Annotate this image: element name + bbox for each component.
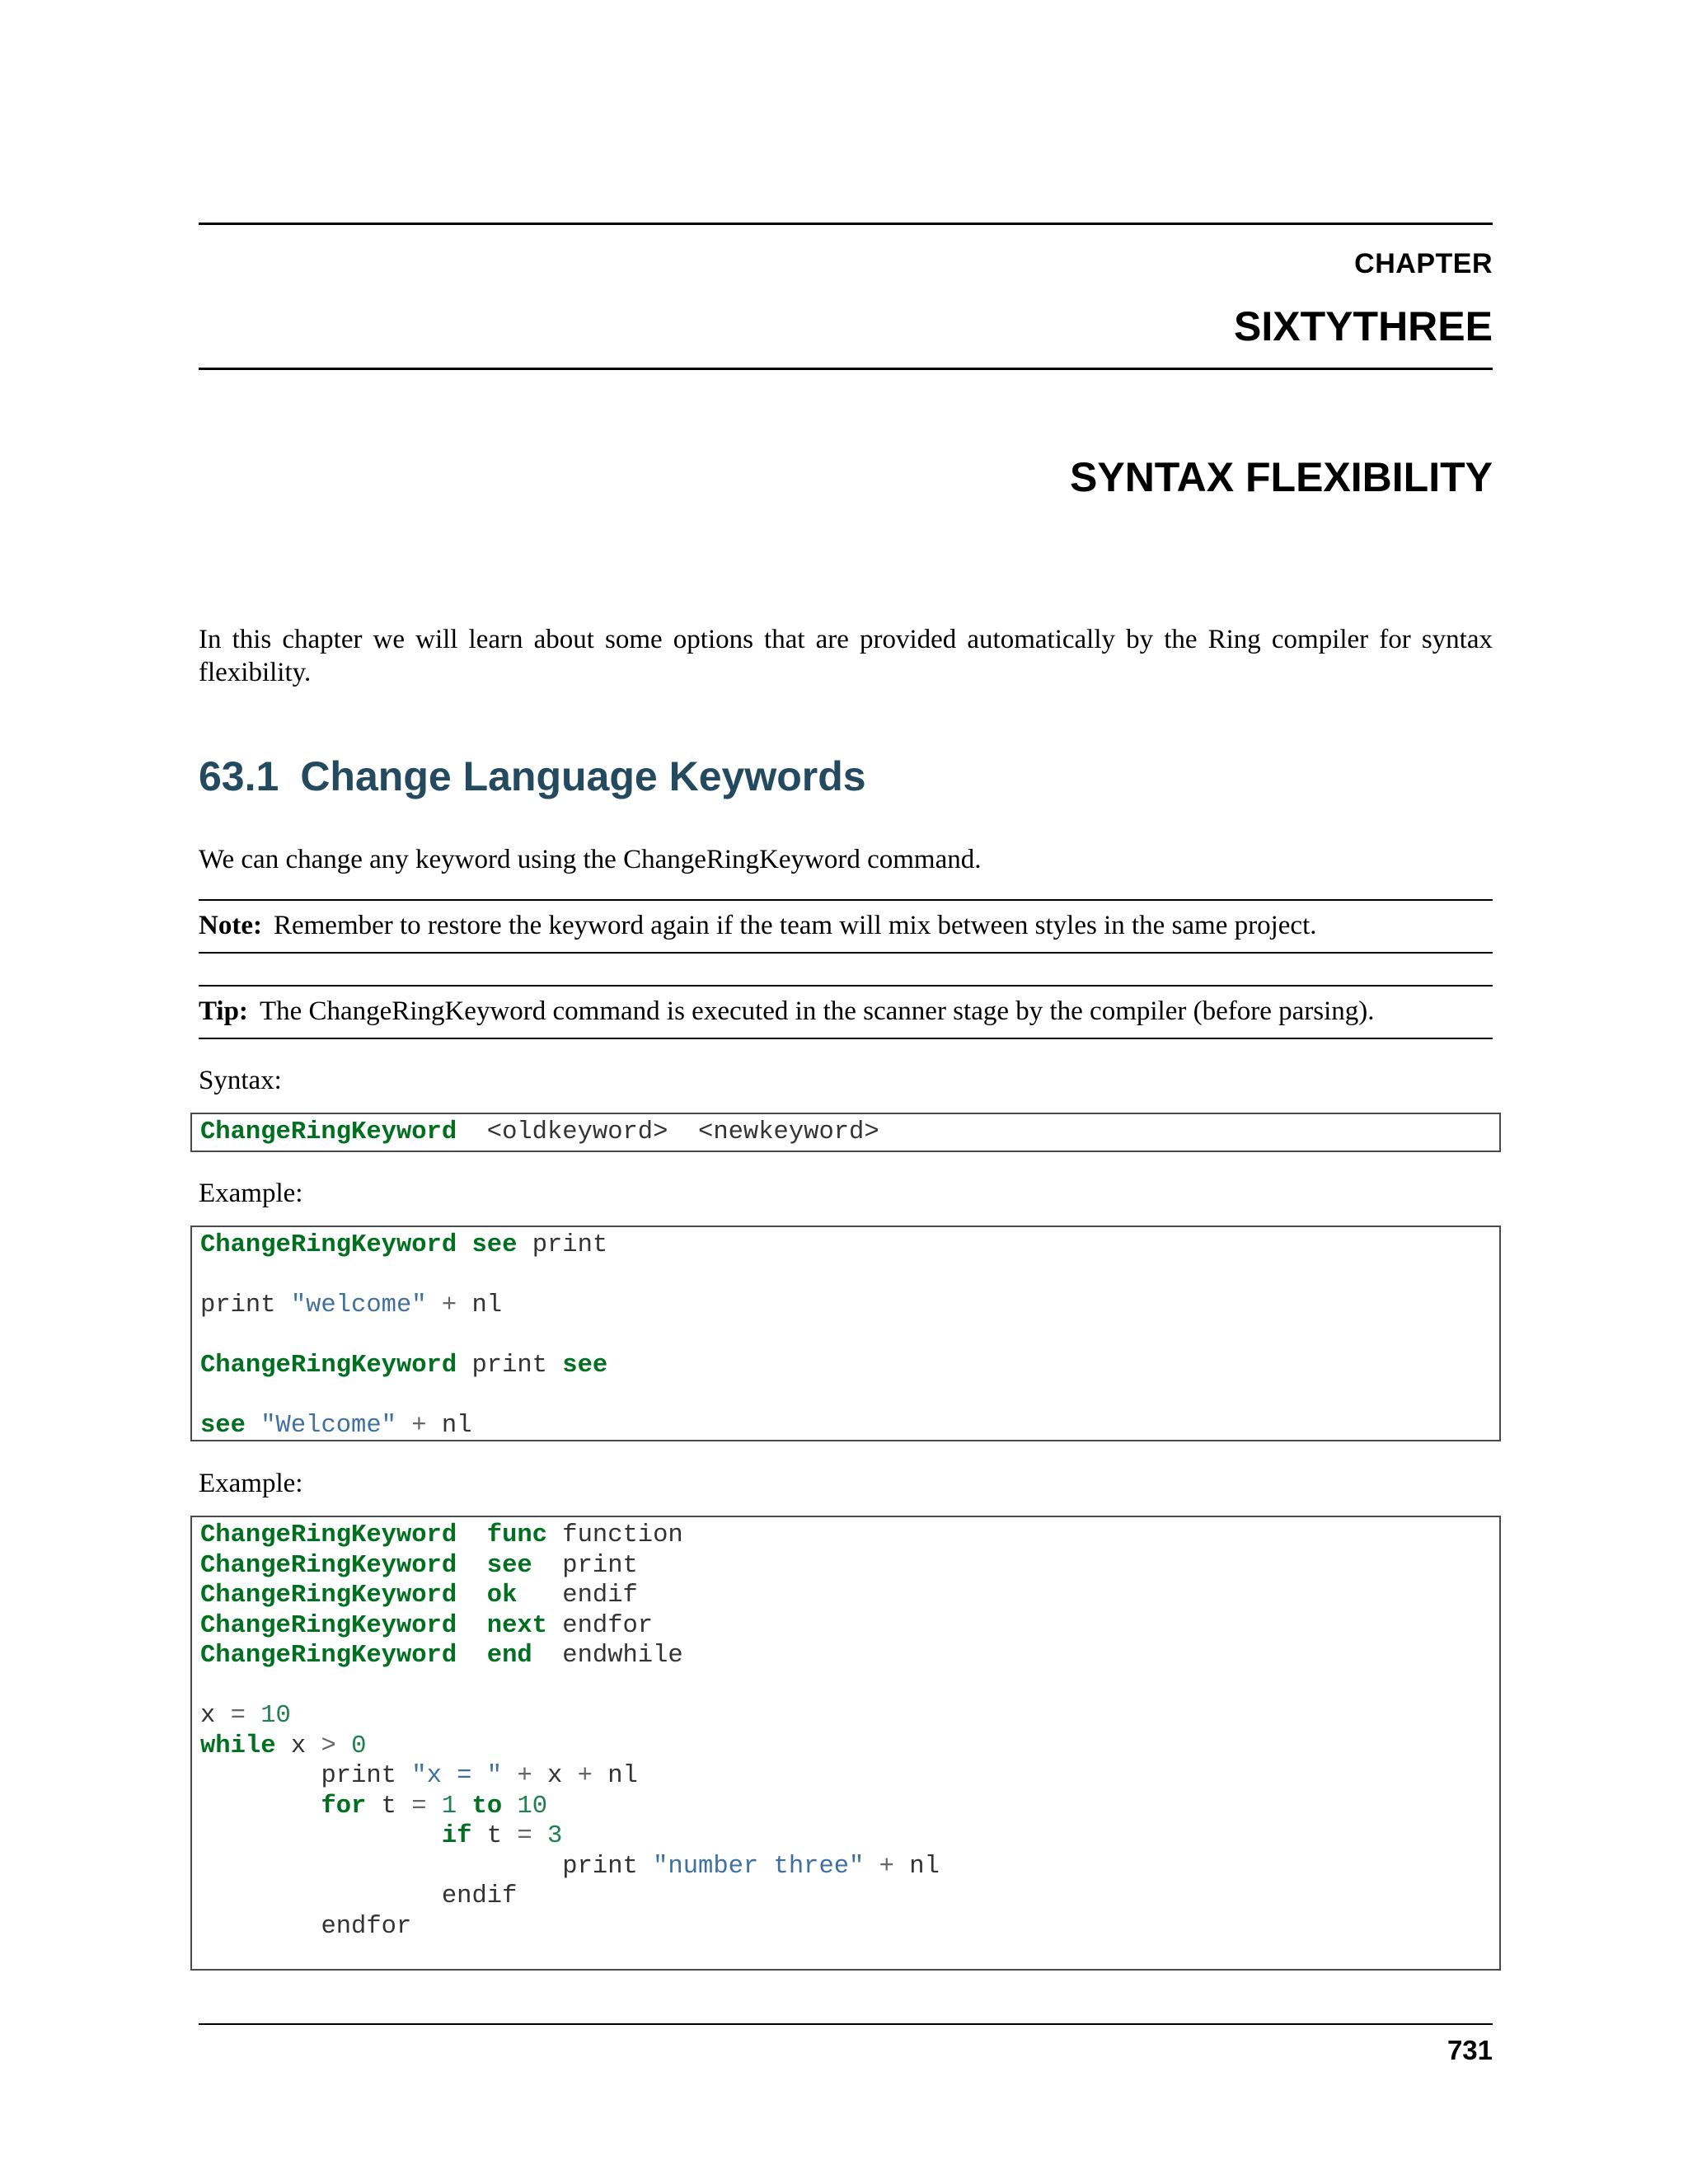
code-line: ChangeRingKeyword print see [200,1352,608,1380]
section-paragraph: We can change any keyword using the ChangeRingKeyword command. [199,845,982,874]
code-line: ChangeRingKeyword end endwhile [200,1642,683,1670]
chapter-rule [199,368,1493,370]
tip-bottom-rule [199,1038,1493,1039]
chapter-title: SYNTAX FLEXIBILITY [1070,454,1493,500]
tip-top-rule [199,985,1493,987]
code-line [200,1381,1499,1412]
example-label-2: Example: [199,1469,303,1498]
code-line [200,1321,1499,1352]
syntax-label: Syntax: [199,1066,282,1095]
tip-text: The ChangeRingKeyword command is executed in the scanner stage by the compiler (before parsing). [259,996,1375,1026]
chapter-number: SIXTYTHREE [1234,303,1493,349]
tip-admonition [199,995,1493,1028]
code-line: for t = 1 to 10 [321,1792,548,1821]
code-line: ChangeRingKeyword next endfor [200,1611,654,1640]
page-number: 731 [1447,2035,1493,2065]
footer-rule [199,2023,1493,2025]
code-line: ChangeRingKeyword see print [200,1551,638,1580]
code-line: ChangeRingKeyword func function [200,1521,683,1549]
section-number: 63.1 [199,753,279,799]
code-line: if t = 3 [441,1822,563,1850]
code-line: print "number three" + nl [562,1852,940,1881]
code-line [200,1671,1499,1702]
code-line: endif [441,1882,518,1910]
syntax-code-block [190,1113,1501,1152]
code-line: ChangeRingKeyword <oldkeyword> <newkeyword> [200,1118,879,1146]
code-line: print "x = " + x + nl [321,1762,638,1790]
code-line: ChangeRingKeyword ok endif [200,1582,638,1610]
note-label: Note: [199,911,262,940]
note-bottom-rule [199,952,1493,954]
code-line: x = 10 [200,1702,291,1730]
code-line [200,1261,1499,1291]
section-heading [199,750,866,803]
example-label-1: Example: [199,1179,303,1208]
note-admonition [199,909,1493,942]
note-top-rule [199,899,1493,901]
intro-paragraph: In this chapter we will learn about some options that are provided automatically by the Ring compiler for syntax flexibility. [199,625,1493,687]
tip-label: Tip: [199,996,248,1026]
example2-code-block [190,1516,1501,1971]
top-rule [199,223,1493,225]
code-line: endfor [321,1912,412,1941]
code-line: ChangeRingKeyword see print [200,1231,608,1259]
code-line: see "Welcome" + nl [200,1412,472,1440]
section-title-text: Change Language Keywords [300,753,866,799]
example1-code-block [190,1226,1501,1441]
code-line: print "welcome" + nl [200,1291,503,1319]
code-line: while x > 0 [200,1732,367,1760]
chapter-label: CHAPTER [1354,248,1493,279]
note-text: Remember to restore the keyword again if the team will mix between styles in the same project. [273,911,1317,940]
